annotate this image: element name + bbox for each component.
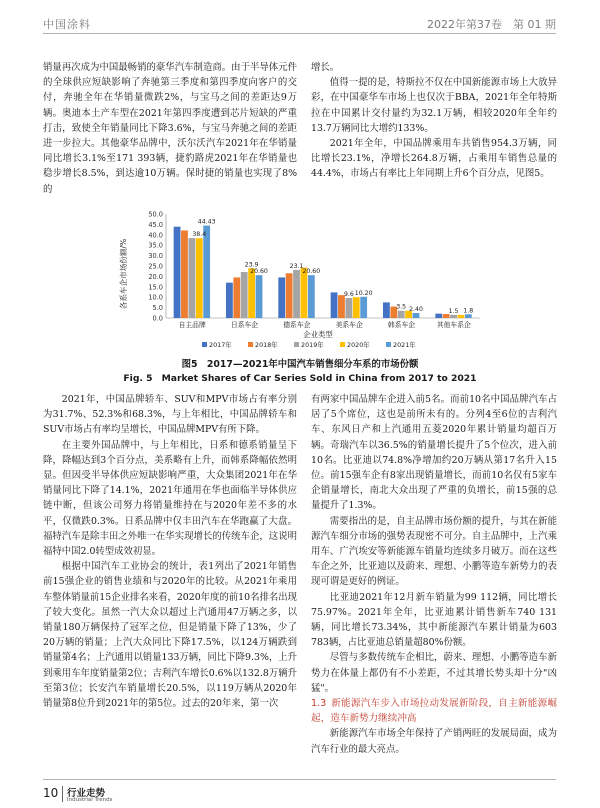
y-tick-label: 10.0 <box>148 293 163 302</box>
journal-name: 中国涂料 <box>43 18 91 31</box>
bar <box>278 277 285 318</box>
figure-caption-en: Fig. 5 Market Shares of Car Series Sold in China from 2017 to 2021 <box>123 373 477 384</box>
x-tick-label: 美系车企 <box>335 321 363 329</box>
bar <box>233 277 240 318</box>
page-number: 10 <box>43 786 59 800</box>
data-label: 23.1 <box>289 262 304 270</box>
x-axis-label: 企业类型 <box>303 330 333 339</box>
paragraph: 值得一提的是，特斯拉不仅在中国新能源市场上大放异彩，在中国豪华车市场上也仅次于BBA，2021年全年特斯拉在中国累计交付量约为32.1万辆，相较2020年全年约13.7万辆同比大增约133%。 <box>311 77 557 134</box>
paragraph: 增长。 <box>311 62 340 73</box>
bars <box>174 226 472 318</box>
bar <box>256 275 263 318</box>
data-label: 1.5 <box>448 307 459 315</box>
paragraph: 需要指出的是，自主品牌市场份额的提升，与其在新能源汽车细分市场的强势表现密不可分。自主品牌中，上汽乘用车、广汽埃安等新能源车销量均连续多月破万。而在这些车企之外，比亚迪以及蔚来、理想、小鹏等造车新势力的表现可谓是更好的例证。 <box>311 515 557 588</box>
paragraph: 尽管与多数传统车企相比，蔚来、理想、小鹏等造车新势力在体量上都仍有不小差距，不过其增长势头却十分"凶猛"。 <box>311 652 557 694</box>
y-tick-label: 50.0 <box>148 210 163 219</box>
paragraph: 比亚迪2021年12月新车销量为99 112辆，同比增长75.97%。2021年全年，比亚迪累计销售新车740 131辆，同比增长73.34%，其中新能源汽车累计销量为603 783辆，占比亚迪总销量超80%份额。 <box>311 591 557 649</box>
legend-label: 2020年 <box>347 341 370 349</box>
data-label: 20.60 <box>250 268 268 276</box>
bar <box>286 273 293 318</box>
column-name-cn: 行业走势 <box>67 788 106 799</box>
bar <box>360 297 367 318</box>
bar <box>398 311 405 318</box>
right-column-bottom <box>311 392 557 757</box>
legend <box>202 340 416 349</box>
bar <box>226 283 233 318</box>
data-label: 10.20 <box>354 289 373 297</box>
bar <box>383 302 390 318</box>
bar <box>338 295 345 318</box>
legend-swatch <box>294 342 299 347</box>
data-label: 20.60 <box>302 268 321 276</box>
data-label: 3.5 <box>396 303 407 311</box>
paragraph: 2021年，中国品牌轿车、SUV和MPV市场占有率分别为31.7%、52.3%和68.3%，与上年相比，中国品牌轿车和SUV市场占有率均呈增长，中国品牌MPV有所下降。 <box>43 394 297 436</box>
data-label: 9.6 <box>343 291 354 299</box>
right-column-top <box>311 60 557 182</box>
x-tick-label: 自主品牌 <box>178 321 206 329</box>
figure-caption-cn: 图5 2017—2021年中国汽车销售细分车系的市场份额 <box>181 359 419 370</box>
bar <box>181 230 188 318</box>
y-tick-label: 40.0 <box>148 231 163 240</box>
footer-rule <box>43 779 556 780</box>
left-column-top <box>43 60 297 197</box>
y-tick-label: 25.0 <box>148 262 163 271</box>
market-share-bar-chart <box>110 206 490 352</box>
x-tick-label: 德系车企 <box>283 321 311 329</box>
data-label: 2.40 <box>409 306 423 314</box>
bar <box>248 268 255 318</box>
data-label: 44.43 <box>197 218 216 226</box>
footer-divider <box>62 786 63 802</box>
bar <box>465 314 472 318</box>
bar <box>293 270 300 318</box>
column-name-en: Industrial Trends <box>67 797 113 803</box>
bar <box>450 315 457 318</box>
bar <box>458 315 465 318</box>
bar <box>308 275 315 318</box>
section-heading <box>311 696 557 726</box>
legend-label: 2019年 <box>301 341 324 349</box>
header-rule <box>43 33 556 34</box>
paragraph: 新能源汽车市场全年保持了产销两旺的发展局面，成为汽车行业的最大亮点。 <box>311 728 557 755</box>
bar <box>301 268 308 318</box>
bar <box>196 238 203 318</box>
paragraph: 有两家中国品牌车企进入前5名。而前10名中国品牌汽车占居了5个席位，这也是前所未有的。分列4至6位的吉利汽车、东风日产和上汽通用五菱2020年累计销量均超百万辆。奇瑞汽车以36.5%的销量增长提升了5个位次，进入前10名。比亚迪以74.8%净增加约20万辆从第17名升入15位。前15强车企有8家出现销量增长，而前10名仅有5家车企销量增长，南北大众出现了严重的负增长，前15强的总量提升了1.3%。 <box>311 394 557 512</box>
bar <box>353 297 360 318</box>
legend-label: 2021年 <box>393 341 416 349</box>
data-label: 1.8 <box>463 307 474 315</box>
legend-label: 2018年 <box>255 341 278 349</box>
x-tick-labels <box>179 320 471 329</box>
y-tick-label: 15.0 <box>148 283 163 292</box>
paragraph: 根据中国汽车工业协会的统计，表1列出了2021年销售前15强企业的销售业绩和与2020年的比较。从2021年乘用车整体销量前15企业排名来看，2020年度的前10名排名出现了较大变化。虽然一汽大众以超过上汽通用47万辆之多，以销量180万辆保持了冠军之位，但是销量下降了13%，少了20万辆的销量；上汽大众同比下降17.5%，以124万辆跌到销量第4名；上汽通用以销量133万辆，同比下降9.3%，上升到乘用车年度销量第2位；吉利汽车增长0.6%以132.8万辆升至第3位；长安汽车销量增长20.5%，以119万辆从2020年销量第8位升到2021年的第5位。过去的20年来，第一次 <box>43 561 297 710</box>
legend-label: 2017年 <box>209 341 232 349</box>
x-tick-label: 韩系车企 <box>387 321 416 329</box>
section-title: 新能源汽车步入市场拉动发展新阶段，自主新能源崛起，造车新势力继续冲高 <box>311 698 557 725</box>
bar <box>331 292 338 318</box>
bar <box>435 314 442 318</box>
legend-swatch <box>340 342 345 347</box>
legend-swatch <box>248 342 253 347</box>
y-tick-label: 20.0 <box>148 272 163 281</box>
left-column-bottom <box>43 392 297 711</box>
x-tick-label: 其他车系企 <box>436 321 471 329</box>
data-label: 23.9 <box>244 261 259 269</box>
paragraph: 销量再次成为中国最畅销的豪华汽车制造商。由于半导体元件的全球供应短缺影响了奔驰第三季度和第四季度向客户的交付，奔驰全年在华销量微跌2%，与宝马之间的差距达9万辆。奥迪本土产车型在2021年第四季度遭到芯片短缺的严重打击，致使全年销量同比下降3.6%，与宝马奔驰之间的差距进一步拉大。其他豪华品牌中，沃尔沃汽车2021年在华销量同比增长3.1%至171 393辆，捷豹路虎2021年在华销量也稳步增长8.5%，到达逾10万辆。保时捷的销量也实现了8%的 <box>43 62 297 195</box>
y-tick-labels <box>148 211 163 323</box>
bar <box>203 226 210 318</box>
x-tick-label: 日系车企 <box>230 321 259 329</box>
section-number: 1.3 <box>311 698 327 710</box>
data-label: 38.4 <box>192 231 207 239</box>
issue-info: 2022年第37卷 第 01 期 <box>427 18 556 31</box>
paragraph: 2021年全年，中国品牌乘用车共销售954.3万辆，同比增长23.1%，净增长264.8万辆，占乘用车销售总量的44.4%，市场占有率比上年同期上升6个百分点，见图5。 <box>311 138 557 180</box>
y-tick-label: 30.0 <box>148 252 163 261</box>
bar <box>188 238 195 318</box>
bar <box>413 313 420 318</box>
bar <box>345 298 352 318</box>
bar <box>241 272 248 318</box>
bar <box>174 227 181 318</box>
legend-swatch <box>202 342 207 347</box>
y-tick-label: 0.0 <box>152 314 163 323</box>
paragraph: 在主要外国品牌中，与上年相比，日系和德系销量呈下降，降幅达到3个百分点，美系略有上升，而韩系降幅依然明显。但因受半导体供应短缺影响严重，大众集团2021年在华销量同比下降了14.1%，2021年通用在华也面临半导体供应链中断，但该公司努力将销量维持在与2020年差不多的水平，仅微跌0.3%。日系品牌中仅丰田汽车在华跑赢了大盘。福特汽车是除丰田之外唯一在华实现增长的传统车企，这说明福特中国2.0转型成效初显。 <box>43 439 297 558</box>
y-axis-label: 各系车企市场份额/% <box>119 238 128 310</box>
y-tick-label: 35.0 <box>148 241 163 250</box>
y-tick-label: 45.0 <box>148 220 163 229</box>
legend-swatch <box>386 342 391 347</box>
y-tick-label: 5.0 <box>152 304 163 313</box>
